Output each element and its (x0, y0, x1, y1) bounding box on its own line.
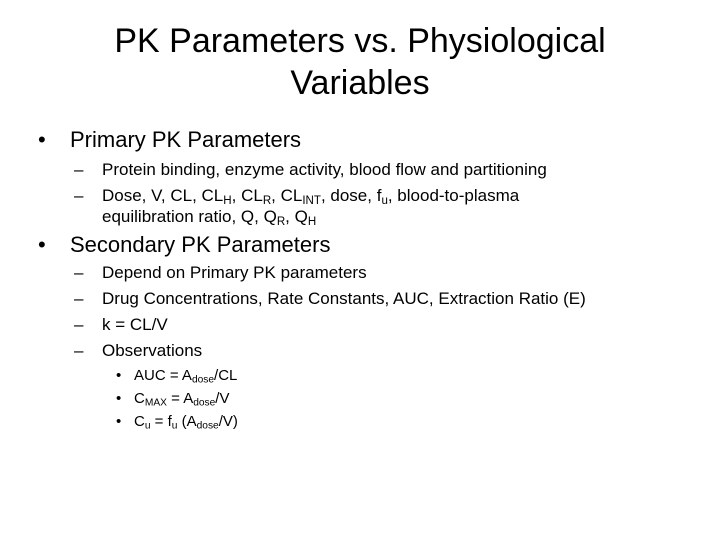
bullet-icon: • (116, 390, 122, 407)
observation-2: • $C_{MAX} = A_{dose}/V$ (116, 390, 230, 409)
secondary-item-3-text: k = CL/V (102, 315, 168, 334)
dash-icon: – (74, 289, 84, 308)
bullet-icon: • (38, 232, 46, 257)
primary-item-1 (74, 159, 547, 180)
bullet-icon: • (116, 413, 122, 430)
title-line-1: PK Parameters vs. Physiological (114, 22, 606, 60)
primary-item-2 (74, 185, 519, 227)
dash-icon: – (74, 263, 84, 282)
secondary-heading-text: Secondary PK Parameters (70, 232, 331, 257)
secondary-item-4-text: Observations (102, 341, 203, 360)
dash-icon: – (74, 315, 84, 334)
primary-heading-text: Primary PK Parameters (70, 127, 302, 152)
bullet-icon: • (116, 367, 122, 384)
slide-title (60, 20, 660, 104)
observation-1: • AUC = $A_{dose}/CL$ (116, 367, 238, 386)
secondary-heading (38, 232, 330, 258)
secondary-item-2-text: Drug Concentrations, Rate Constants, AUC, Extraction Ratio (E) (102, 289, 586, 308)
secondary-item-3 (74, 314, 168, 335)
dash-icon: – (74, 186, 84, 205)
title-line-2: Variables (290, 64, 430, 102)
primary-item-1-text: Protein binding, enzyme activity, blood flow and partitioning (102, 160, 547, 179)
observation-3: • $C_u = f_u$ $(A_{dose}/V)$ (116, 413, 238, 432)
secondary-item-1-text: Depend on Primary PK parameters (102, 263, 367, 282)
primary-item-2-line-1: Dose, V, CL, $CL_H$, $CL_R$, $CL_{INT}$, dose, $f_u$, blood-to-plasma (102, 186, 520, 207)
secondary-item-4 (74, 340, 202, 361)
bullet-icon: • (38, 127, 46, 152)
secondary-item-2 (74, 288, 586, 309)
secondary-item-1 (74, 262, 367, 283)
primary-heading (38, 127, 301, 153)
dash-icon: – (74, 160, 84, 179)
primary-item-2-line-2: equilibration ratio, Q, $Q_R$, $Q_H$ (102, 207, 317, 228)
dash-icon: – (74, 341, 84, 360)
